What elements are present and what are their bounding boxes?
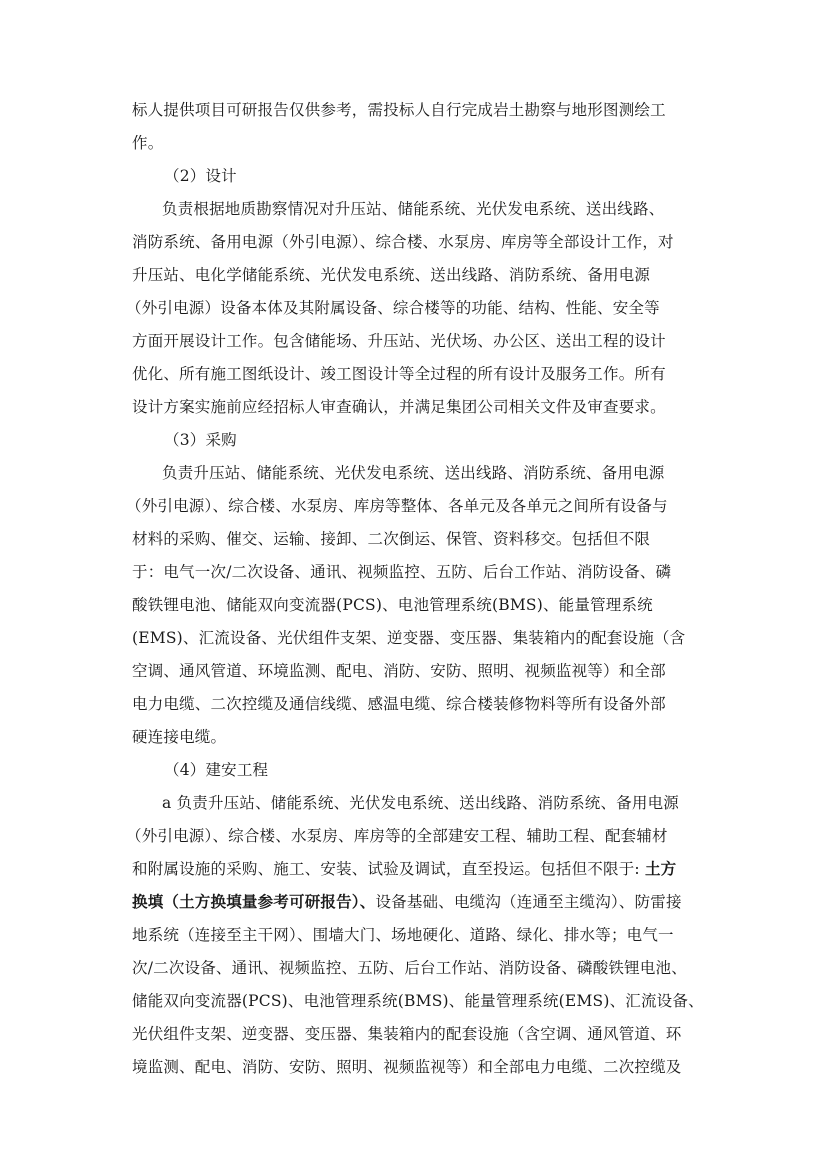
text-line: 次/二次设备、通讯、视频监控、五防、后台工作站、消防设备、磷酸铁锂电池、 bbox=[132, 959, 687, 977]
text-line: 优化、所有施工图纸设计、竣工图设计等全过程的所有设计及服务工作。所有 bbox=[132, 365, 666, 383]
bold-text-segment: 土方 bbox=[644, 859, 677, 878]
text-line: 标人提供项目可研报告仅供参考，需投标人自行完成岩土勘察与地形图测绘工 bbox=[132, 101, 666, 119]
text-line: 于：电气一次/二次设备、通讯、视频监控、五防、后台工作站、消防设备、磷 bbox=[132, 563, 672, 581]
text-line: 升压站、电化学储能系统、光伏发电系统、送出线路、消防系统、备用电源 bbox=[132, 266, 651, 284]
text-line: 设计方案实施前应经招标人审查确认，并满足集团公司相关文件及审查要求。 bbox=[132, 398, 666, 416]
text-line: 境监测、配电、消防、安防、照明、视频监视等）和全部电力电缆、二次控缆及 bbox=[132, 1058, 682, 1076]
text-line: (EMS)、汇流设备、光伏组件支架、逆变器、变压器、集装箱内的配套设施（含 bbox=[132, 629, 686, 647]
text-line: 电力电缆、二次控缆及通信线缆、感温电缆、综合楼装修物料等所有设备外部 bbox=[132, 695, 666, 713]
text-line: （外引电源）、综合楼、水泵房、库房等的全部建安工程、辅助工程、配套辅材 bbox=[126, 827, 668, 845]
text-segment: 设备基础、电缆沟（连通至主缆沟）、防雷接 bbox=[375, 893, 682, 911]
text-line: a 负责升压站、储能系统、光伏发电系统、送出线路、消防系统、备用电源 bbox=[162, 794, 679, 812]
text-line: 空调、通风管道、环境监测、配电、消防、安防、照明、视频监视等）和全部 bbox=[132, 662, 666, 680]
text-line: （外引电源）设备本体及其附属设备、综合楼等的功能、结构、性能、安全等 bbox=[126, 299, 660, 317]
section-heading-design: （2）设计 bbox=[164, 167, 237, 185]
text-line: 光伏组件支架、逆变器、变压器、集装箱内的配套设施（含空调、通风管道、环 bbox=[132, 1025, 682, 1043]
section-heading-construction: （4）建安工程 bbox=[164, 761, 269, 779]
section-heading-procurement: （3）采购 bbox=[164, 431, 237, 449]
text-line: 储能双向变流器(PCS)、电池管理系统(BMS)、能量管理系统(EMS)、汇流设备、 bbox=[132, 992, 704, 1010]
text-line: 作。 bbox=[132, 134, 164, 152]
text-line: （外引电源）、综合楼、水泵房、库房等整体、各单元及各单元之间所有设备与 bbox=[126, 497, 668, 515]
text-line: 材料的采购、催交、运输、接卸、二次倒运、保管、资料移交。包括但不限 bbox=[132, 530, 651, 548]
text-line-mixed bbox=[132, 858, 676, 880]
text-line-mixed bbox=[132, 891, 682, 913]
text-line: 酸铁锂电池、储能双向变流器(PCS)、电池管理系统(BMS)、能量管理系统 bbox=[132, 596, 653, 614]
text-line: 负责根据地质勘察情况对升压站、储能系统、光伏发电系统、送出线路、 bbox=[162, 200, 665, 218]
text-line: 负责升压站、储能系统、光伏发电系统、送出线路、消防系统、备用电源 bbox=[162, 464, 665, 482]
text-line: 消防系统、备用电源（外引电源）、综合楼、水泵房、库房等全部设计工作，对 bbox=[132, 233, 674, 251]
text-line: 方面开展设计工作。包含储能场、升压站、光伏场、办公区、送出工程的设计 bbox=[132, 332, 666, 350]
bold-text-segment: 换填（土方换填量参考可研报告）、 bbox=[132, 892, 376, 911]
text-line: 地系统（连接至主干网）、围墙大门、场地硬化、道路、绿化、排水等；电气一 bbox=[132, 926, 674, 944]
text-line: 硬连接电缆。 bbox=[132, 728, 227, 746]
text-segment: 和附属设施的采购、施工、安装、试验及调试，直至投运。包括但不限于: bbox=[132, 860, 645, 878]
